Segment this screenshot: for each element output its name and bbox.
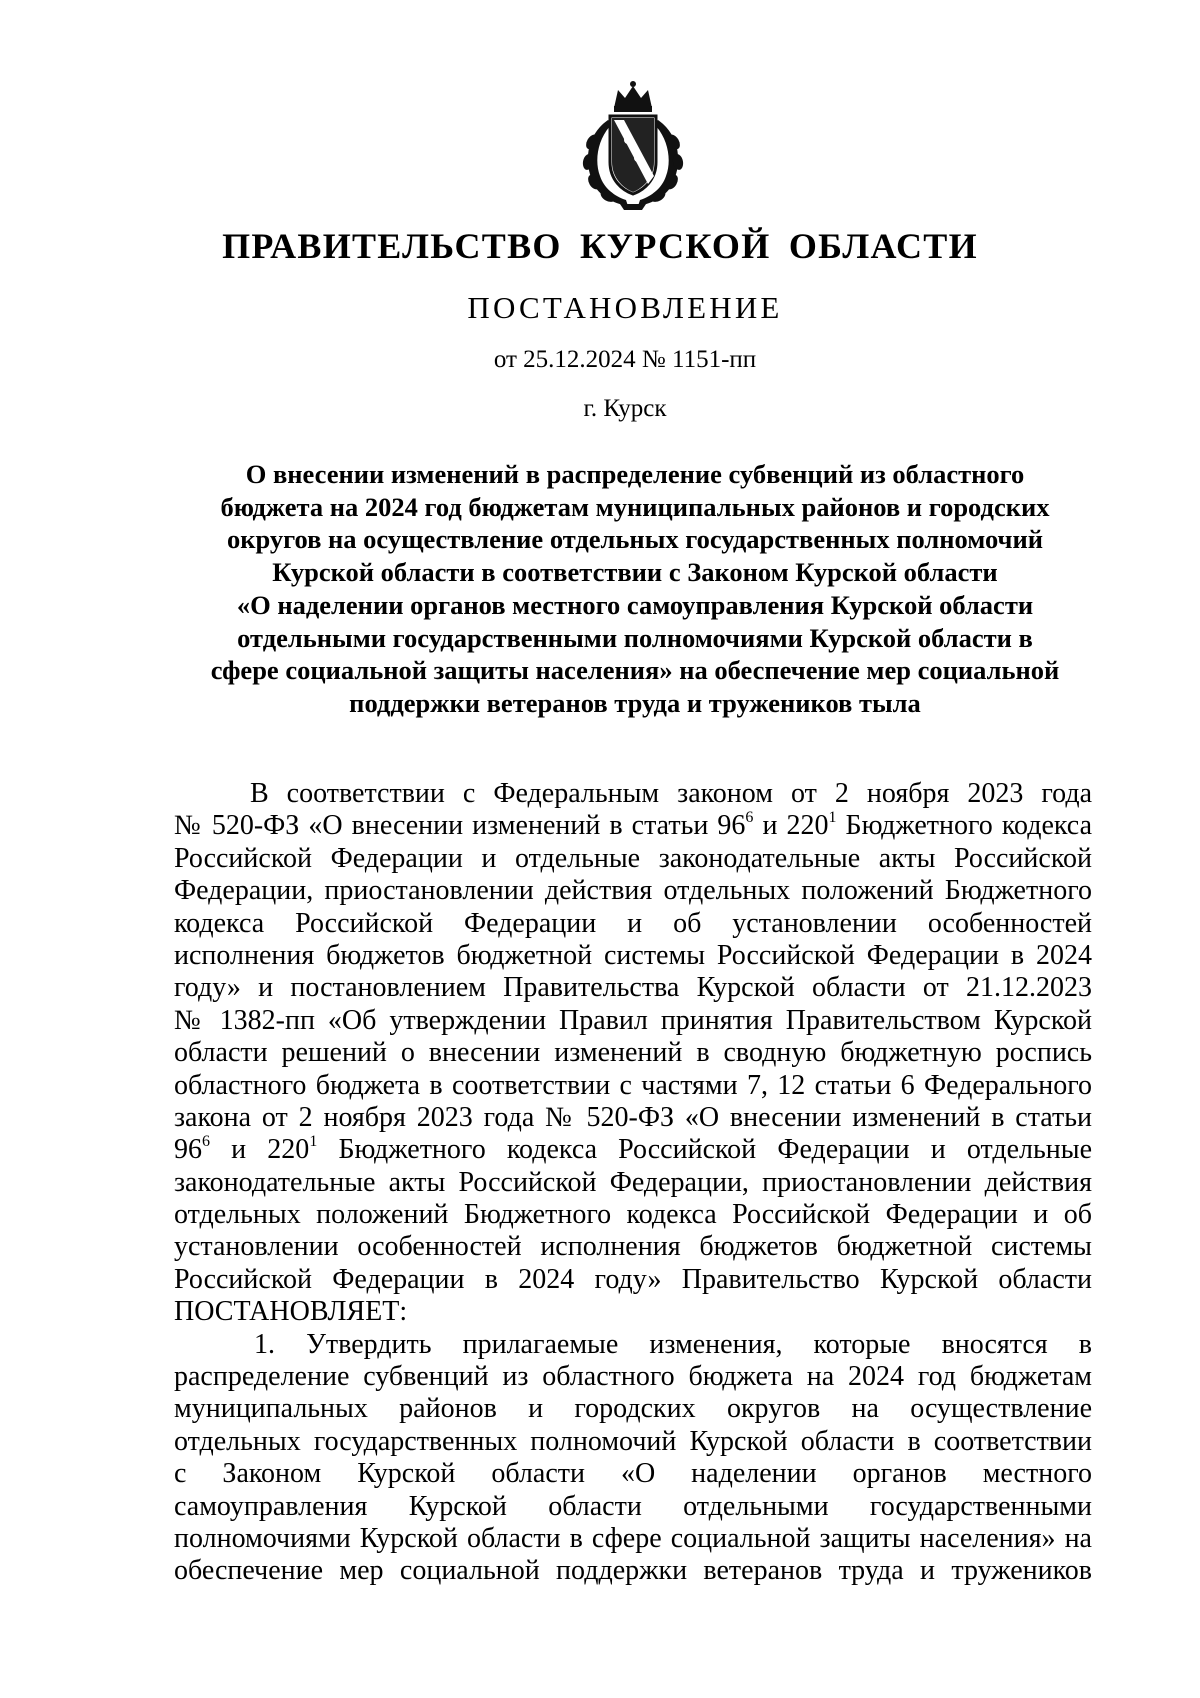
body-line: областного бюджета в соответствии с частями 7, 12 статьи 6 Федерального [174, 1069, 1092, 1101]
body-line: кодекса Российской Федерации и об установлении особенностей [174, 907, 1092, 939]
body-line: полномочиями Курской области в сфере социальной защиты населения» на [174, 1522, 1092, 1554]
body-line [174, 1134, 1092, 1166]
body-line: закона от 2 ноября 2023 года № 520-ФЗ «О внесении изменений в статьи [174, 1101, 1092, 1133]
superscript: 1 [828, 810, 837, 827]
body-text-fragment: Бюджетного кодекса [836, 810, 1092, 842]
subject-line: отдельными государственными полномочиями Курской области в [237, 622, 1033, 653]
subject-line: Курской области в соответствии с Законом Курской области [272, 557, 998, 588]
superscript: 6 [745, 810, 754, 827]
body-line: законодательные акты Российской Федерации, приостановлении действия [174, 1166, 1092, 1198]
body-line: обеспечение мер социальной поддержки ветеранов труда и тружеников [174, 1555, 1092, 1587]
subject-line: О внесении изменений в распределение субвенций из областного [245, 459, 1025, 489]
body-line: области решений о внесении изменений в сводную бюджетную роспись [174, 1037, 1092, 1069]
body-text-fragment: 96 [174, 1134, 202, 1166]
body-line: распределение субвенций из областного бюджета на 2024 год бюджетам [174, 1361, 1092, 1393]
superscript: 6 [202, 1134, 210, 1151]
body-line: самоуправления Курской области отдельными государственными [174, 1490, 1092, 1522]
subject-line: округов на осуществление отдельных государственных полномочий [226, 524, 1044, 555]
kursk-coat-of-arms-icon [568, 80, 698, 212]
organization-title: ПРАВИТЕЛЬСТВО КУРСКОЙ ОБЛАСТИ [222, 226, 978, 266]
body-line: с Законом Курской области «О наделении органов местного [174, 1458, 1092, 1490]
superscript: 1 [309, 1134, 318, 1151]
subject-line: сфере социальной защиты населения» на обеспечение мер социальной [210, 655, 1060, 686]
body-line: 1. Утвердить прилагаемые изменения, которые вносятся в [254, 1328, 1092, 1360]
body-line: году» и постановлением Правительства Курской области от 21.12.2023 [174, 972, 1092, 1004]
document-type: ПОСТАНОВЛЕНИЕ [467, 290, 783, 325]
body-line: В соответствии с Федеральным законом от 2 ноября 2023 года [250, 778, 1092, 809]
subject-line: поддержки ветеранов труда и тружеников тыла [349, 687, 921, 718]
body-line: отдельных государственных полномочий Курской области в соответствии [174, 1425, 1092, 1457]
body-text-fragment: № 520-ФЗ «О внесении изменений в статьи 96 [174, 810, 746, 842]
document-subject [170, 458, 1100, 720]
body-line: ПОСТАНОВЛЯЕТ: [174, 1296, 408, 1328]
body-line: Российской Федерации в 2024 году» Правительство Курской области [174, 1263, 1092, 1295]
document-body [174, 778, 1092, 1588]
body-line: № 1382-пп «Об утверждении Правил принятия Правительством Курской [174, 1004, 1092, 1036]
body-text-fragment: и 220 [210, 1134, 310, 1166]
body-text-fragment: Бюджетного кодекса Российской Федерации и отдельные [317, 1134, 1092, 1166]
body-line: установлении особенностей исполнения бюджетов бюджетной системы [174, 1231, 1092, 1263]
document-place: г. Курск [583, 395, 667, 422]
document-date-number: от 25.12.2024 № 1151-пп [493, 346, 757, 373]
body-line: муниципальных районов и городских округов на осуществление [174, 1393, 1092, 1425]
body-line: отдельных положений Бюджетного кодекса Российской Федерации и об [174, 1199, 1092, 1231]
body-line: исполнения бюджетов бюджетной системы Российской Федерации в 2024 [174, 939, 1092, 971]
subject-line: «О наделении органов местного самоуправления Курской области [236, 589, 1034, 620]
body-text-fragment: и 220 [753, 810, 829, 842]
body-line: Федерации, приостановлении действия отдельных положений Бюджетного [174, 875, 1092, 907]
body-line [174, 810, 1092, 842]
body-line: Российской Федерации и отдельные законодательные акты Российской [174, 842, 1092, 874]
subject-line: бюджета на 2024 год бюджетам муниципальных районов и городских [220, 491, 1050, 522]
